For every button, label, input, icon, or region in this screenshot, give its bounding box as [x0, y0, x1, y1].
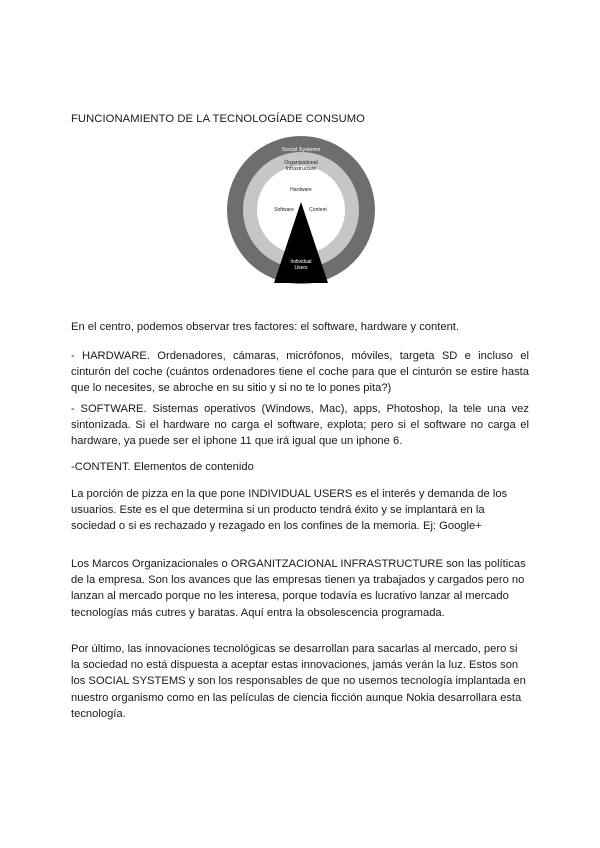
technology-rings-diagram	[226, 135, 376, 285]
hardware-label: Hardware	[290, 187, 312, 193]
content-label: Content	[309, 207, 327, 213]
individual-users-label-line1: Individual	[290, 259, 312, 265]
organizational-paragraph: Los Marcos Organizacionales o ORGANITZACIONAL INFRASTRUCTURE son las políticas de la empresa. Son los avances que las empresas tienen ya trabajados y cargados pero no lanzan al mercado porque no les interesa, porque todavía es lucrativo lanzar al mercado tecnologías más cutres y baratas. Aquí entra la obsolescencia programada.	[71, 558, 526, 619]
users-paragraph: La porción de pizza en la que pone INDIVIDUAL USERS es el interés y demanda de los usuarios. Este es el que determina si un producto tendrá éxito y se implantará en la sociedad o si es rechazado y rezagado en los confines de la memoria. Ej: Google+	[71, 488, 508, 533]
organizational-label-line2: Infrastructure	[285, 166, 317, 172]
software-paragraph: - SOFTWARE. Sistemas operativos (Windows, Mac), apps, Photoshop, la tele una vez sintonizada. Si el hardware no carga el software, explota; pero si el software no carga el hardware, ya puede ser el iphone 11 que irá igual que un iphone 6.	[71, 403, 529, 448]
individual-users-label-line2: Users	[294, 265, 308, 271]
social-systems-label: Social Systems	[281, 147, 321, 153]
social-systems-paragraph: Por último, las innovaciones tecnológicas se desarrollan para sacarlas al mercado, pero si la sociedad no está dispuesta a aceptar estas innovaciones, jamás verán la luz. Estos son los SOCIAL SYSTEMS y son los responsables de que no usemos tecnología implantada en nuestro organismo como en las películas de ciencia ficción aunque Nokia desarrollara esta tecnología.	[71, 643, 526, 720]
content-paragraph: -CONTENT. Elementos de contenido	[71, 461, 254, 473]
organizational-label-line1: Organizational	[284, 160, 318, 166]
hardware-paragraph: - HARDWARE. Ordenadores, cámaras, micrófonos, móviles, targeta SD e incluso el cinturón del coche (cuántos ordenadores tiene el coche para que el cinturón se estire hasta que lo necesites, se abroche en su sitio y si no te lo pones pita?)	[71, 350, 529, 395]
software-label: Software	[274, 207, 294, 213]
page-title: FUNCIONAMIENTO DE LA TECNOLOGÍADE CONSUMO	[71, 113, 365, 125]
intro-paragraph: En el centro, podemos observar tres factores: el software, hardware y content.	[71, 321, 460, 333]
